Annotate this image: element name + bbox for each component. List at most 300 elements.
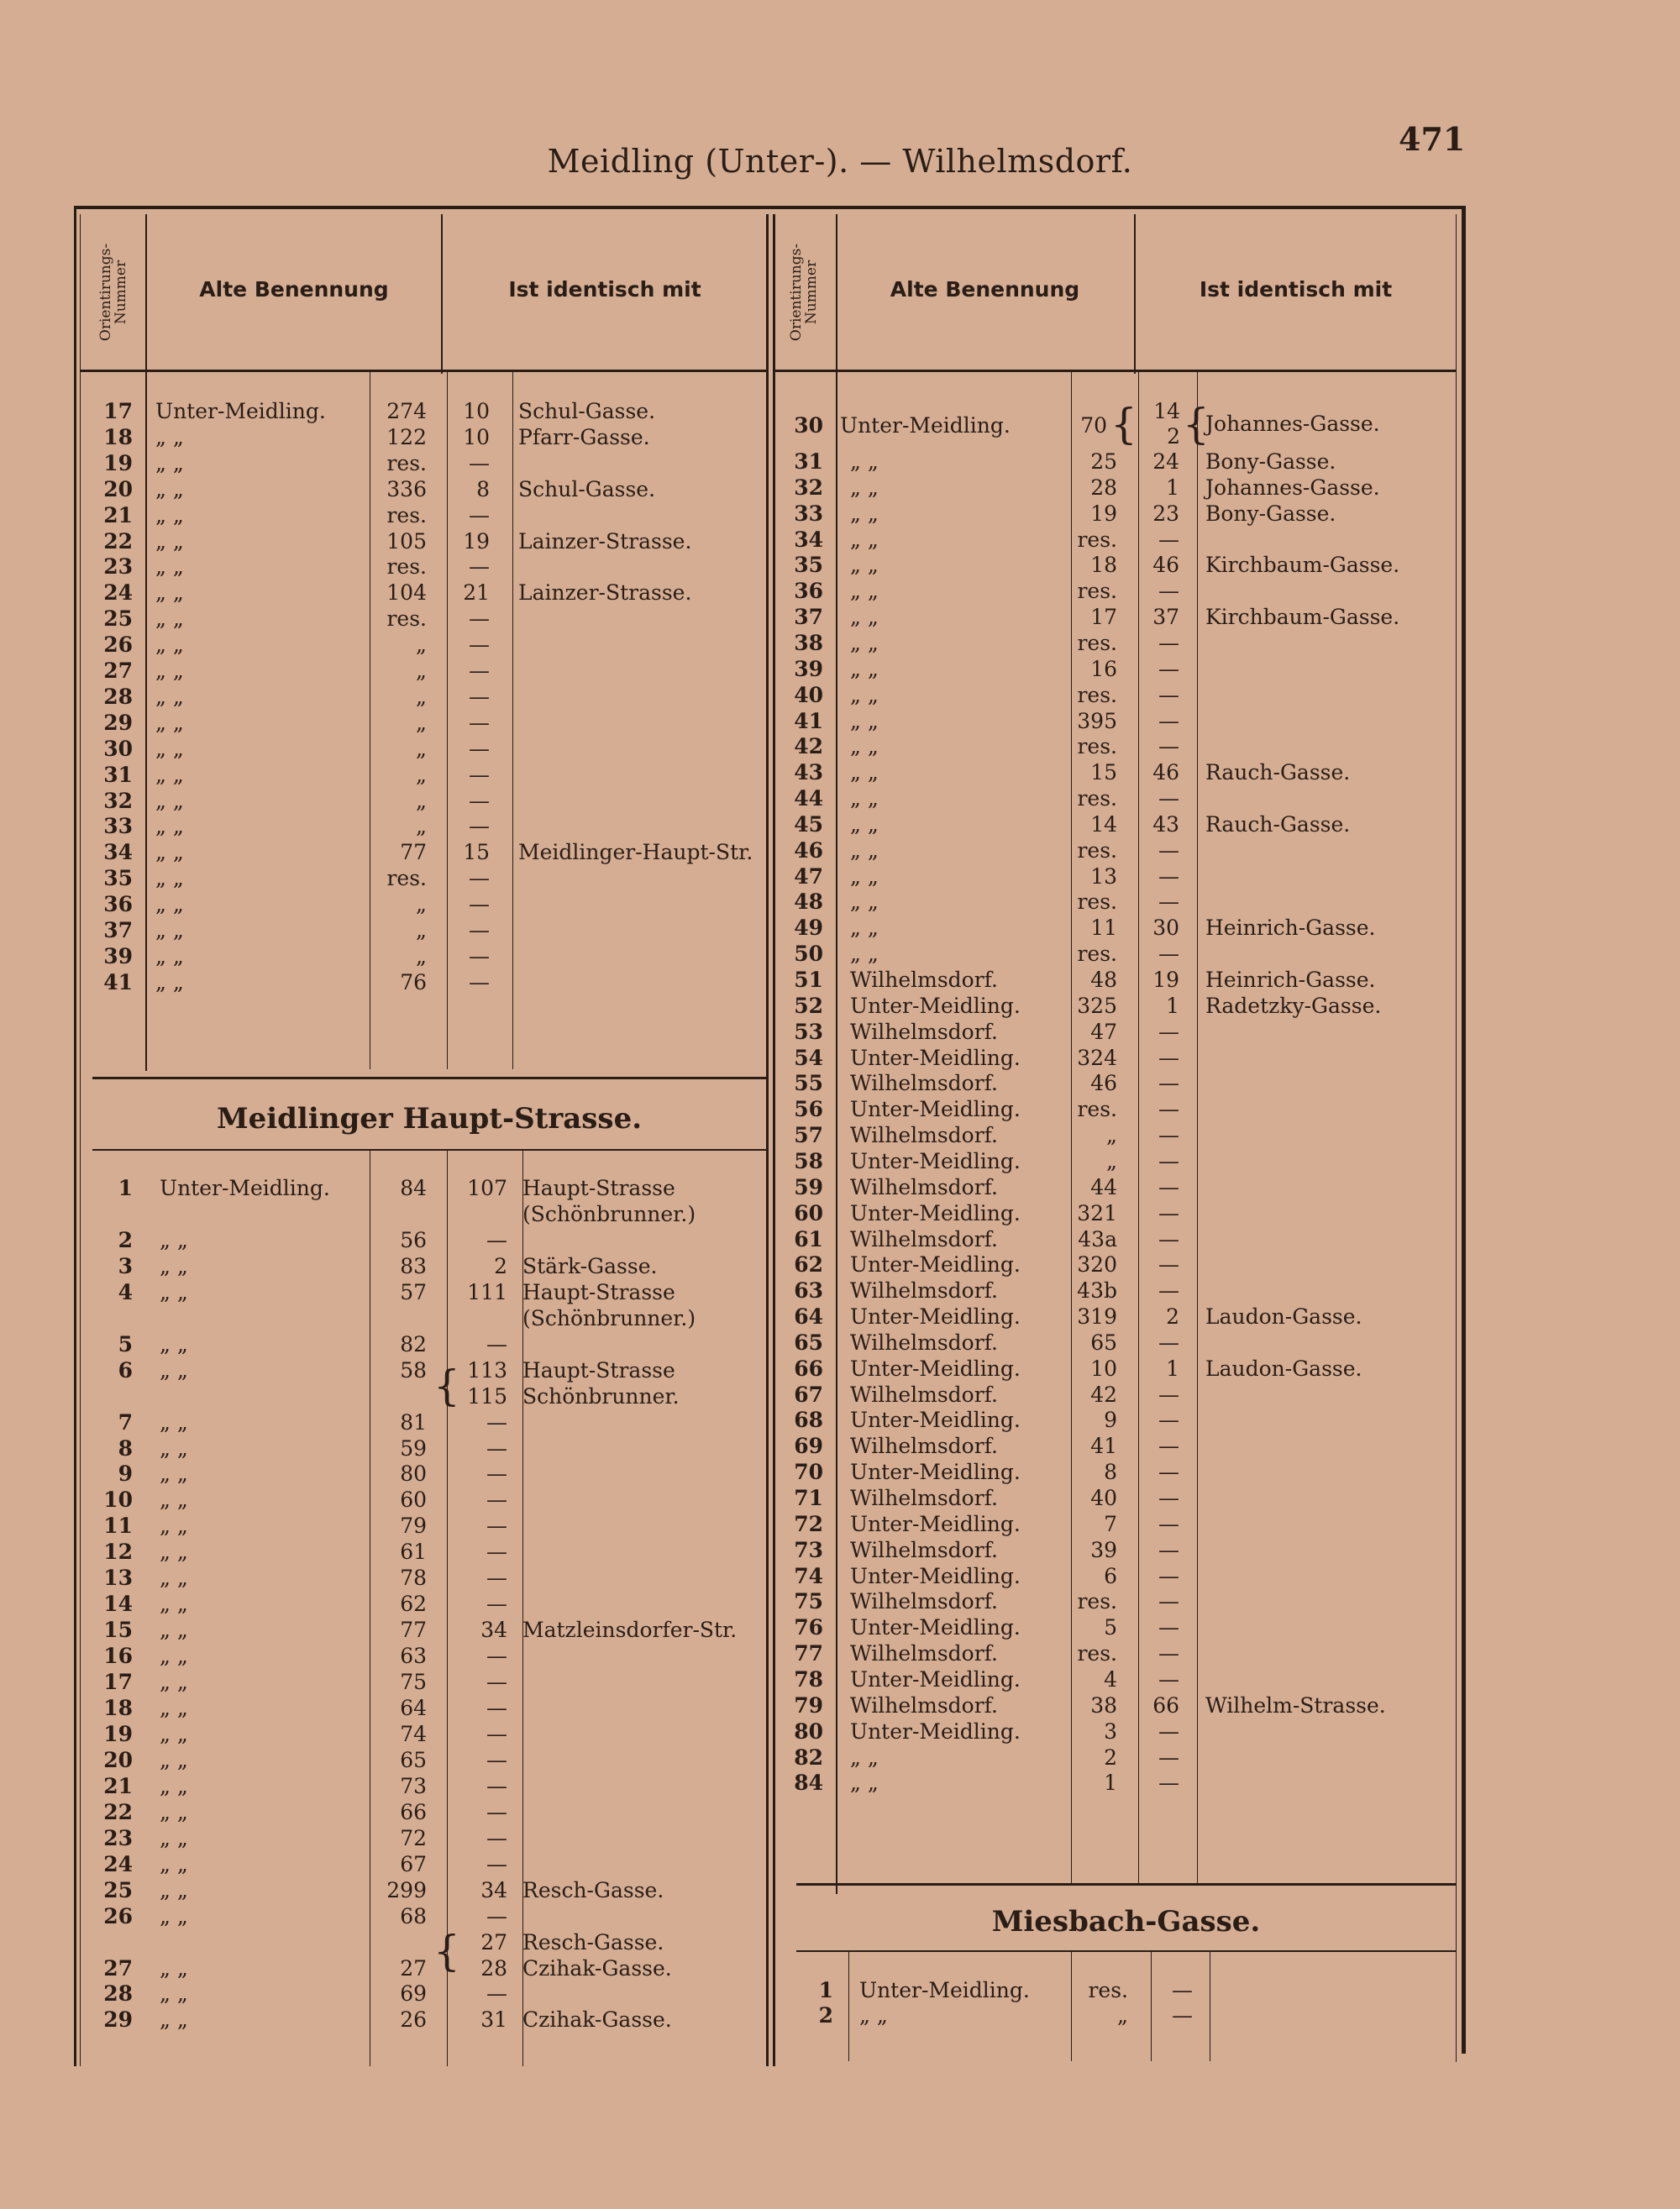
alte-location: „ „ xyxy=(155,710,184,735)
old-number: 64 xyxy=(400,1696,427,1720)
old-number: 56 xyxy=(400,1227,427,1252)
row-number: 22 xyxy=(103,1799,133,1824)
alte-location: Wilhelmsdorf. xyxy=(850,1019,998,1044)
old-number: 73 xyxy=(400,1773,427,1798)
alte-location: „ „ xyxy=(850,553,879,578)
old-number: „ xyxy=(416,814,427,839)
new-number: — xyxy=(1158,1745,1179,1770)
new-number: — xyxy=(1158,942,1179,967)
alte-location: Wilhelmsdorf. xyxy=(850,1486,998,1510)
table-row xyxy=(0,631,1680,656)
old-number: 10 xyxy=(1090,1356,1117,1381)
row-number: 59 xyxy=(794,1174,823,1199)
old-number: 299 xyxy=(386,1877,427,1902)
old-number: 104 xyxy=(386,580,427,606)
row-number: 31 xyxy=(794,449,823,474)
alte-location: „ „ xyxy=(155,918,184,942)
alte-location: „ „ xyxy=(160,1903,188,1928)
alte-location: Unter-Meidling. xyxy=(850,1408,1021,1433)
old-number: res. xyxy=(1077,682,1117,707)
street-name: Radetzky-Gasse. xyxy=(1205,993,1382,1018)
street-name: Haupt-Strasse xyxy=(522,1357,675,1383)
new-number: — xyxy=(486,1825,507,1850)
alte-location: „ „ xyxy=(155,554,184,580)
new-number: — xyxy=(486,1773,507,1798)
table-row xyxy=(0,1589,1680,1614)
old-number: 2 xyxy=(1104,1745,1117,1770)
alte-location: „ „ xyxy=(160,1461,188,1487)
new-number: — xyxy=(1158,1071,1179,1096)
row-number: 64 xyxy=(794,1304,823,1330)
street-name: Haupt-Strasse xyxy=(522,1279,675,1304)
alte-location: „ „ xyxy=(155,632,184,658)
old-number: 105 xyxy=(386,528,427,554)
alte-location: Unter-Meidling. xyxy=(850,1460,1021,1485)
new-number: — xyxy=(1158,1278,1179,1304)
table-row xyxy=(0,734,1680,759)
new-number: 2 xyxy=(494,1253,507,1278)
left-header-identisch: Ist identisch mit xyxy=(508,277,701,302)
new-number: — xyxy=(469,762,490,787)
new-number: — xyxy=(1158,708,1179,733)
new-number: — xyxy=(486,1721,507,1746)
old-number: 16 xyxy=(1090,656,1117,681)
old-number: res. xyxy=(1077,837,1117,863)
row-number: 43 xyxy=(794,760,823,785)
alte-location: „ „ xyxy=(155,943,184,968)
new-number: — xyxy=(1158,1148,1179,1173)
new-number: — xyxy=(486,1488,507,1513)
row-number: 7 xyxy=(118,1409,133,1435)
old-number: 17 xyxy=(1090,605,1117,630)
old-number: 67 xyxy=(400,1851,427,1876)
alte-location: Unter-Meidling. xyxy=(850,1304,1021,1330)
row-number: 40 xyxy=(794,682,823,707)
new-number: — xyxy=(1158,1252,1179,1278)
table-row xyxy=(0,1304,1680,1330)
table-row xyxy=(0,2003,1680,2028)
old-number: 65 xyxy=(400,1747,427,1772)
old-number: 66 xyxy=(400,1799,427,1824)
alte-location: „ „ xyxy=(160,1799,188,1824)
table-row xyxy=(0,1046,1680,1071)
old-number: 336 xyxy=(386,476,427,501)
row-number: 26 xyxy=(103,632,133,658)
new-number: — xyxy=(1158,1226,1179,1251)
old-number: 41 xyxy=(1090,1434,1117,1459)
new-number: 15 xyxy=(463,840,490,865)
row-number: 18 xyxy=(103,424,133,449)
street-name: Rauch-Gasse. xyxy=(1205,811,1351,837)
alte-location: Wilhelmsdorf. xyxy=(850,1434,998,1459)
alte-location: „ „ xyxy=(160,1279,188,1304)
alte-location: „ „ xyxy=(155,788,184,813)
alte-location: „ „ xyxy=(850,760,879,785)
row-number: 9 xyxy=(118,1461,133,1487)
old-number: 27 xyxy=(400,1955,427,1981)
table-row xyxy=(0,1330,1680,1356)
table-row xyxy=(0,1800,1680,1825)
row-number: 80 xyxy=(794,1718,823,1744)
old-number: 122 xyxy=(386,424,427,449)
table-row xyxy=(0,1693,1680,1718)
alte-location: „ „ xyxy=(160,1825,188,1850)
table-row xyxy=(0,994,1680,1019)
row-number: 30 xyxy=(103,736,133,761)
new-number: 1 xyxy=(1166,993,1179,1018)
old-number: 324 xyxy=(1077,1045,1117,1070)
alte-location: Unter-Meidling. xyxy=(850,1718,1021,1744)
new-number: — xyxy=(1158,630,1179,655)
table-row xyxy=(0,1667,1680,1692)
new-number: — xyxy=(486,1227,507,1252)
new-number: — xyxy=(486,1435,507,1461)
old-number: 15 xyxy=(1090,760,1117,785)
row-number: 55 xyxy=(794,1071,823,1096)
new-number: — xyxy=(486,1696,507,1720)
table-row xyxy=(0,889,1680,915)
row-number: 28 xyxy=(103,684,133,709)
alte-location: Unter-Meidling. xyxy=(850,1511,1021,1536)
old-number: 81 xyxy=(400,1409,427,1435)
old-number: 60 xyxy=(400,1488,427,1513)
old-number: 68 xyxy=(400,1903,427,1928)
old-number: 39 xyxy=(1090,1537,1117,1562)
new-number: 28 xyxy=(480,1955,507,1981)
alte-location: „ „ xyxy=(850,1771,879,1796)
row-number: 21 xyxy=(103,502,133,527)
haupt-section-title: Meidlinger Haupt-Strasse. xyxy=(216,1102,643,1136)
old-number: „ xyxy=(416,762,427,787)
alte-location: Unter-Meidling. xyxy=(850,993,1021,1018)
alte-location: „ „ xyxy=(155,736,184,761)
alte-location: Wilhelmsdorf. xyxy=(850,968,998,992)
row-number: 65 xyxy=(794,1330,823,1355)
alte-location: „ „ xyxy=(160,1435,188,1461)
old-number: „ xyxy=(1106,1123,1117,1148)
new-number: 30 xyxy=(1152,916,1179,941)
alte-location: „ „ xyxy=(850,501,879,526)
row-number: 39 xyxy=(794,656,823,681)
alte-location: „ „ xyxy=(850,734,879,759)
new-number: — xyxy=(486,1566,507,1591)
alte-location: „ „ xyxy=(850,475,879,500)
new-number: — xyxy=(469,943,490,968)
new-number: 111 xyxy=(467,1279,507,1304)
row-number: 24 xyxy=(103,580,133,606)
new-number: — xyxy=(1158,682,1179,707)
table-row xyxy=(0,916,1680,941)
old-number: 14 xyxy=(1090,811,1117,837)
street-name: Resch-Gasse. xyxy=(522,1877,664,1902)
old-number: res. xyxy=(386,606,427,632)
old-number: res. xyxy=(1077,1097,1117,1122)
table-row xyxy=(0,864,1680,889)
alte-location: „ „ xyxy=(160,1514,188,1539)
alte-location: Unter-Meidling. xyxy=(850,1615,1021,1640)
alte-location: „ „ xyxy=(160,1566,188,1591)
alte-location: Wilhelmsdorf. xyxy=(850,1330,998,1355)
row-number: 51 xyxy=(794,968,823,992)
street-name: Heinrich-Gasse. xyxy=(1205,916,1376,941)
old-number: 320 xyxy=(1077,1252,1117,1278)
alte-location: „ „ xyxy=(160,1696,188,1720)
new-number: 46 xyxy=(1152,553,1179,578)
old-number: 395 xyxy=(1077,708,1117,733)
old-number: 62 xyxy=(400,1592,427,1617)
old-number: res. xyxy=(1077,527,1117,552)
old-number: 77 xyxy=(400,1618,427,1643)
row-number: 38 xyxy=(794,630,823,655)
old-number: res. xyxy=(386,866,427,891)
alte-location: „ „ xyxy=(155,424,184,449)
row-number: 70 xyxy=(794,1460,823,1485)
row-number: 34 xyxy=(794,527,823,552)
row-number: 26 xyxy=(103,1903,133,1928)
row-number: 35 xyxy=(794,553,823,578)
old-number: 70 xyxy=(1080,413,1107,438)
row-number: 63 xyxy=(794,1278,823,1304)
new-number: — xyxy=(469,502,490,527)
alte-location: Wilhelmsdorf. xyxy=(850,1589,998,1614)
old-number: 47 xyxy=(1090,1019,1117,1044)
new-number: — xyxy=(469,710,490,735)
old-number: 69 xyxy=(400,1981,427,2007)
row-number: 23 xyxy=(103,554,133,580)
row-number: 77 xyxy=(794,1641,823,1666)
row-number: 58 xyxy=(794,1148,823,1173)
table-row xyxy=(0,605,1680,630)
row-number: 71 xyxy=(794,1486,823,1510)
row-number: 19 xyxy=(103,450,133,475)
table-row xyxy=(0,1641,1680,1666)
left-header-alte: Alte Benennung xyxy=(199,277,389,302)
old-number: 65 xyxy=(1090,1330,1117,1355)
new-number: — xyxy=(486,1799,507,1824)
row-number: 1 xyxy=(818,1978,833,2002)
row-number: 76 xyxy=(794,1615,823,1640)
alte-location: Unter-Meidling. xyxy=(850,1563,1021,1588)
alte-location: Wilhelmsdorf. xyxy=(850,1226,998,1251)
old-number: 44 xyxy=(1090,1174,1117,1199)
table-row xyxy=(0,1512,1680,1537)
left-hdr-div-2 xyxy=(441,214,443,374)
new-number: — xyxy=(1158,579,1179,604)
table-row xyxy=(0,1252,1680,1278)
new-number: — xyxy=(1158,1537,1179,1562)
new-number: 37 xyxy=(1152,605,1179,630)
old-number: „ xyxy=(416,684,427,709)
alte-location: „ „ xyxy=(850,786,879,811)
alte-location: „ „ xyxy=(850,942,879,967)
old-number: 1 xyxy=(1104,1771,1117,1796)
row-number: 3 xyxy=(118,1253,133,1278)
alte-location: Unter-Meidling. xyxy=(850,1252,1021,1278)
alte-location: „ „ xyxy=(155,969,184,994)
old-number: „ xyxy=(416,918,427,942)
street-name: Schul-Gasse. xyxy=(518,399,656,423)
old-number: „ xyxy=(416,736,427,761)
old-number: „ xyxy=(1117,2003,1128,2028)
row-number: 74 xyxy=(794,1563,823,1588)
street-name: (Schönbrunner.) xyxy=(522,1305,696,1330)
alte-location: „ „ xyxy=(155,450,184,475)
street-name: Rauch-Gasse. xyxy=(1205,760,1351,785)
old-number: „ xyxy=(416,659,427,683)
alte-location: „ „ xyxy=(850,630,879,655)
alte-location: „ „ xyxy=(160,1409,188,1435)
street-name: Schul-Gasse. xyxy=(518,476,656,501)
new-number: — xyxy=(469,788,490,813)
alte-location: Wilhelmsdorf. xyxy=(850,1641,998,1666)
old-number: 25 xyxy=(1090,449,1117,474)
row-number: 72 xyxy=(794,1511,823,1536)
row-number: 45 xyxy=(794,811,823,837)
new-number: — xyxy=(1158,889,1179,915)
new-number: — xyxy=(469,866,490,891)
new-number: 19 xyxy=(463,528,490,554)
new-number: 34 xyxy=(480,1618,507,1643)
old-number: 319 xyxy=(1077,1304,1117,1330)
old-number: 80 xyxy=(400,1461,427,1487)
street-name: Laudon-Gasse. xyxy=(1205,1356,1362,1381)
table-row xyxy=(0,1408,1680,1433)
old-number: res. xyxy=(386,554,427,580)
new-number: — xyxy=(1158,1486,1179,1510)
row-number: 82 xyxy=(794,1745,823,1770)
row-number: 29 xyxy=(103,2007,133,2033)
new-number: — xyxy=(1158,786,1179,811)
old-number: res. xyxy=(1077,889,1117,915)
new-number: — xyxy=(469,632,490,658)
table-row xyxy=(0,1175,1680,1200)
old-number: 78 xyxy=(400,1566,427,1591)
old-number: 18 xyxy=(1090,553,1117,578)
alte-location: „ „ xyxy=(155,762,184,787)
row-number: 37 xyxy=(794,605,823,630)
table-row xyxy=(0,1434,1680,1459)
alte-location: „ „ xyxy=(160,1540,188,1565)
alte-location: „ „ xyxy=(155,502,184,527)
old-number: 9 xyxy=(1104,1408,1117,1433)
new-number: 23 xyxy=(1152,501,1179,526)
new-number: — xyxy=(469,606,490,632)
alte-location: „ „ xyxy=(850,579,879,604)
alte-location: „ „ xyxy=(850,656,879,681)
new-number: 113 xyxy=(467,1357,507,1383)
row-number: 17 xyxy=(103,1670,133,1695)
page-number: 471 xyxy=(1399,120,1466,158)
row-number: 41 xyxy=(794,708,823,733)
miesbach-section-title: Miesbach-Gasse. xyxy=(991,1905,1261,1939)
alte-location: Wilhelmsdorf. xyxy=(850,1692,998,1718)
new-number: 2 xyxy=(1166,1304,1179,1330)
row-number: 50 xyxy=(794,942,823,967)
new-number: 8 xyxy=(476,476,490,501)
table-row xyxy=(0,1020,1680,1045)
street-name: Kirchbaum-Gasse. xyxy=(1205,553,1400,578)
old-number: res. xyxy=(386,450,427,475)
new-number: 10 xyxy=(463,424,490,449)
row-number: 18 xyxy=(103,1696,133,1720)
row-number: 20 xyxy=(103,1747,133,1772)
street-name: Lainzer-Strasse. xyxy=(518,528,692,554)
row-number: 41 xyxy=(103,969,133,994)
alte-location: „ „ xyxy=(160,1955,188,1981)
table-row xyxy=(0,1538,1680,1563)
old-number: res. xyxy=(1077,942,1117,967)
old-number: 58 xyxy=(400,1357,427,1383)
old-number: 79 xyxy=(400,1514,427,1539)
street-name: Matzleinsdorfer-Str. xyxy=(522,1618,738,1643)
new-number: — xyxy=(1158,1771,1179,1796)
old-number: 38 xyxy=(1090,1692,1117,1718)
row-number: 16 xyxy=(103,1644,133,1669)
table-row xyxy=(0,1201,1680,1226)
table-row xyxy=(0,942,1680,967)
table-row xyxy=(0,760,1680,785)
street-name: Schönbrunner. xyxy=(522,1383,680,1409)
new-number: — xyxy=(469,969,490,994)
new-number: — xyxy=(469,659,490,683)
row-number: 75 xyxy=(794,1589,823,1614)
header-bottom-left xyxy=(80,370,766,372)
table-row xyxy=(0,1097,1680,1122)
new-number: — xyxy=(486,1851,507,1876)
old-number: res. xyxy=(1077,630,1117,655)
old-number: 26 xyxy=(400,2007,427,2033)
new-number: 2 xyxy=(1167,424,1180,449)
old-number: 46 xyxy=(1090,1071,1117,1096)
row-number: 2 xyxy=(118,1227,133,1252)
row-number: 62 xyxy=(794,1252,823,1278)
old-number: 28 xyxy=(1090,475,1117,500)
alte-location: „ „ xyxy=(155,659,184,683)
street-name: Resch-Gasse. xyxy=(522,1929,664,1955)
new-number: — xyxy=(486,1747,507,1772)
alte-location: „ „ xyxy=(155,580,184,606)
new-number: — xyxy=(1158,1097,1179,1122)
row-number: 27 xyxy=(103,659,133,683)
row-number: 54 xyxy=(794,1045,823,1070)
brace-icon: { xyxy=(433,1927,460,1976)
old-number: 7 xyxy=(1104,1511,1117,1536)
old-number: 77 xyxy=(400,840,427,865)
row-number: 32 xyxy=(103,788,133,813)
row-number: 4 xyxy=(118,1279,133,1304)
row-number: 25 xyxy=(103,1877,133,1902)
table-row xyxy=(0,1149,1680,1174)
new-number: — xyxy=(469,684,490,709)
alte-location: „ „ xyxy=(155,476,184,501)
row-number: 12 xyxy=(103,1540,133,1565)
new-number: 10 xyxy=(463,399,490,423)
alte-location: „ „ xyxy=(160,1877,188,1902)
old-number: „ xyxy=(416,943,427,968)
new-number: — xyxy=(1158,1615,1179,1640)
row-number: 34 xyxy=(103,840,133,865)
table-row xyxy=(0,1486,1680,1511)
row-number: 78 xyxy=(794,1666,823,1692)
alte-location: „ „ xyxy=(155,528,184,554)
row-number: 36 xyxy=(103,892,133,917)
new-number: — xyxy=(1158,1123,1179,1148)
table-row xyxy=(0,1956,1680,1981)
row-number: 32 xyxy=(794,475,823,500)
left-header-number: Orientirungs- Nummer xyxy=(97,243,129,342)
table-top-border xyxy=(74,206,1466,209)
old-number: 11 xyxy=(1090,916,1117,941)
